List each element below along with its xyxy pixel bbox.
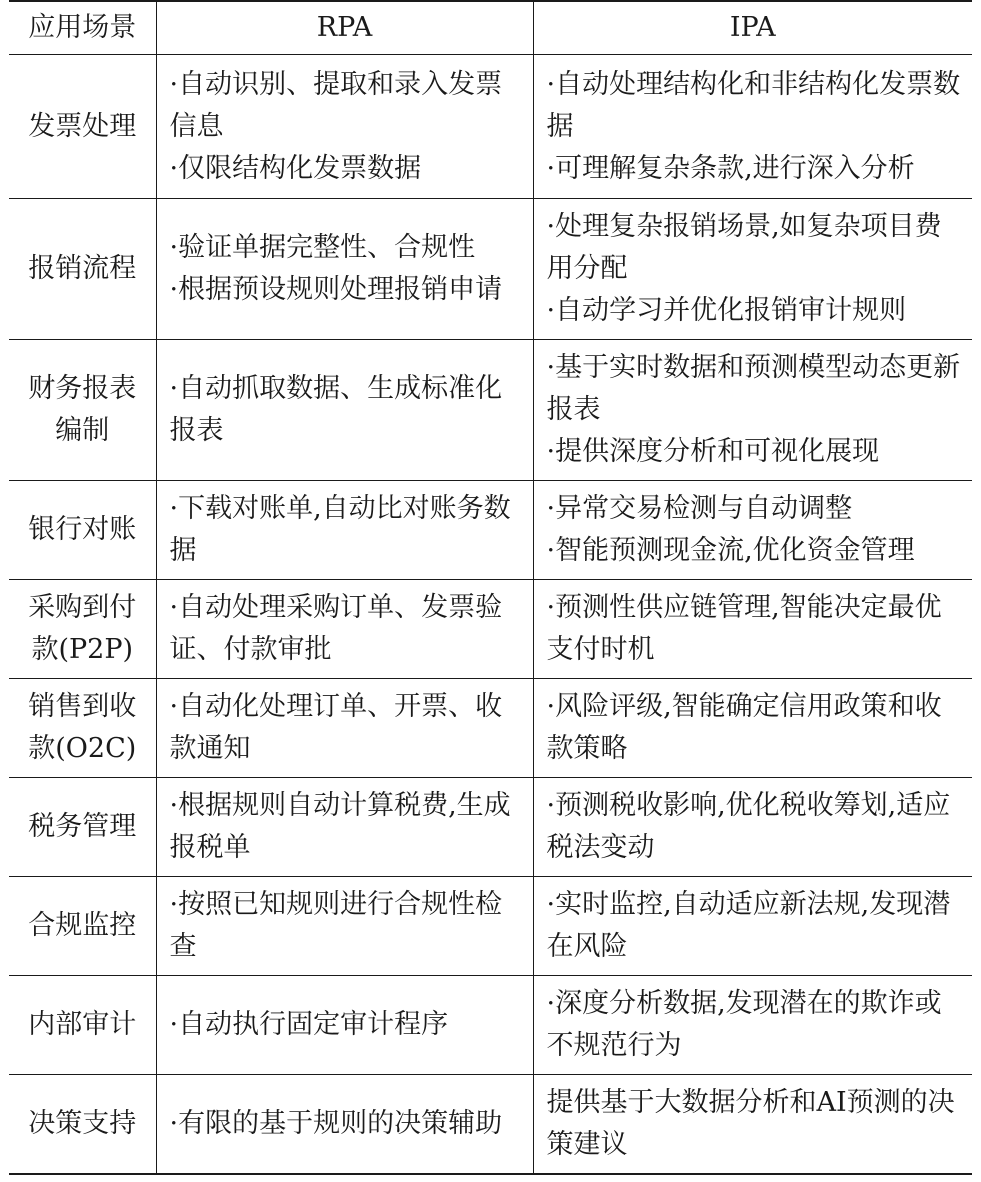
cell-scene: 采购到付款(P2P) [9,580,156,679]
cell-ipa [533,1075,972,1174]
table-row [9,340,972,481]
table-row [9,976,972,1075]
table-row [9,481,972,580]
header-rpa: RPA [156,1,533,55]
cell-rpa [156,55,533,199]
ipa-point: ·实时监控,自动适应新法规,发现潜在风险 [546,889,951,962]
table-row [9,55,972,199]
header-row [9,1,972,55]
cell-rpa [156,580,533,679]
cell-rpa [156,340,533,481]
rpa-point: ·按照已知规则进行合规性检查 [169,889,503,962]
cell-scene: 财务报表编制 [9,340,156,481]
cell-ipa [533,55,972,199]
rpa-point: ·验证单据完整性、合规性 [169,232,476,263]
rpa-point: ·根据预设规则处理报销申请 [169,274,503,305]
cell-scene: 发票处理 [9,55,156,199]
cell-ipa [533,679,972,778]
rpa-ipa-comparison-table [9,0,972,1175]
rpa-point: ·仅限结构化发票数据 [169,152,422,184]
table-body [9,55,972,1174]
cell-ipa [533,199,972,340]
table-row [9,778,972,877]
cell-scene: 税务管理 [9,778,156,877]
cell-rpa [156,976,533,1075]
cell-scene: 合规监控 [9,877,156,976]
table-row [9,877,972,976]
ipa-point: ·自动学习并优化报销审计规则 [546,295,907,326]
header-scene: 应用场景 [9,1,156,55]
rpa-point: ·下载对账单,自动比对账务数据 [169,493,511,566]
comparison-table-container [9,0,972,1175]
cell-ipa [533,340,972,481]
cell-ipa [533,778,972,877]
ipa-point: ·可理解复杂条款,进行深入分析 [546,152,915,184]
cell-ipa [533,877,972,976]
rpa-point: ·自动化处理订单、开票、收款通知 [169,691,503,764]
cell-ipa [533,976,972,1075]
cell-rpa [156,481,533,580]
cell-scene: 报销流程 [9,199,156,340]
rpa-point: ·自动识别、提取和录入发票信息 [169,68,503,142]
ipa-point: ·基于实时数据和预测模型动态更新报表 [546,352,961,425]
cell-scene: 销售到收款(O2C) [9,679,156,778]
ipa-point: ·预测性供应链管理,智能决定最优支付时机 [546,592,942,665]
ipa-point: ·预测税收影响,优化税收筹划,适应税法变动 [546,790,951,863]
rpa-point: ·自动处理采购订单、发票验证、付款审批 [169,592,503,665]
ipa-point: ·智能预测现金流,优化资金管理 [546,535,915,566]
ipa-point: ·处理复杂报销场景,如复杂项目费用分配 [546,211,942,284]
ipa-point: ·风险评级,智能确定信用政策和收款策略 [546,691,942,764]
ipa-point: ·自动处理结构化和非结构化发票数据 [546,68,961,142]
header-ipa: IPA [533,1,972,55]
rpa-point: ·自动执行固定审计程序 [169,1009,449,1040]
ipa-point: ·提供深度分析和可视化展现 [546,436,880,467]
table-row [9,679,972,778]
ipa-point: 提供基于大数据分析和AI预测的决策建议 [546,1086,955,1160]
cell-rpa [156,679,533,778]
cell-scene: 银行对账 [9,481,156,580]
table-row [9,580,972,679]
cell-ipa [533,481,972,580]
table-row [9,199,972,340]
rpa-point: ·自动抓取数据、生成标准化报表 [169,373,503,446]
cell-scene: 决策支持 [9,1075,156,1174]
cell-ipa [533,580,972,679]
cell-rpa [156,778,533,877]
cell-rpa [156,877,533,976]
cell-scene: 内部审计 [9,976,156,1075]
ipa-point: ·深度分析数据,发现潜在的欺诈或不规范行为 [546,988,942,1061]
cell-rpa [156,199,533,340]
table-header [9,1,972,55]
rpa-point: ·根据规则自动计算税费,生成报税单 [169,790,511,863]
cell-rpa [156,1075,533,1174]
rpa-point: ·有限的基于规则的决策辅助 [169,1107,503,1139]
ipa-point: ·异常交易检测与自动调整 [546,493,853,524]
table-row [9,1075,972,1174]
